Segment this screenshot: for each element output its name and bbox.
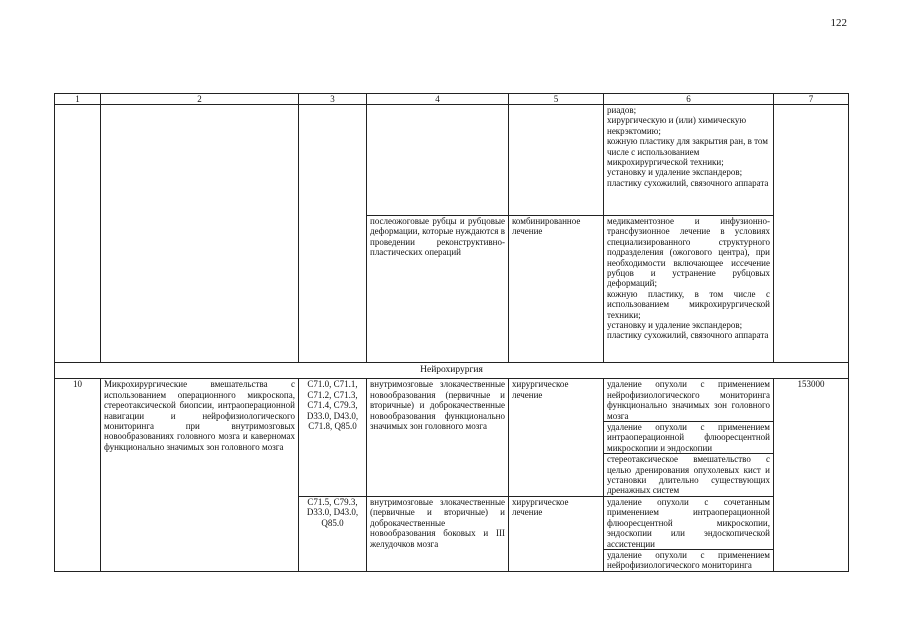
cell-num xyxy=(55,105,101,363)
cell-codes: C71.5, C79.3, D33.0, D43.0, Q85.0 xyxy=(299,496,367,571)
cell-cost: 153000 xyxy=(774,379,849,571)
col-header: 2 xyxy=(101,94,299,105)
cell-model xyxy=(367,105,509,216)
cell-methods: риадов; хирургическую и (или) химическую некрэктомию; кожную пластику для закрытия ран, в том числе с использованием микрохирургической техники; установку и удаление экспандеров; пластику сухожилий, связочного аппарата xyxy=(604,105,774,216)
cell-treatment: хирургическое лечение xyxy=(509,379,604,496)
section-row xyxy=(55,363,849,379)
cell-num: 10 xyxy=(55,379,101,571)
cell-treatment xyxy=(509,105,604,216)
section-title: Нейрохирургия xyxy=(55,363,849,379)
col-header: 4 xyxy=(367,94,509,105)
page-number: 122 xyxy=(830,17,847,29)
cell-method: удаление опухоли с применением нейрофизиологического мониторинга xyxy=(604,549,774,571)
cell-methods: медикаментозное и инфузионно-трансфузионное лечение в условиях специализированного структурного подразделения (ожогового центра), при необходимости включающее иссечение рубцов и устранение рубцовых деформаций; кожную пластику, в том числе с использованием микрохирургической техники; установку и удаление экспандеров; пластику сухожилий, связочного аппарата xyxy=(604,216,774,363)
cell-codes xyxy=(299,105,367,363)
col-header: 3 xyxy=(299,94,367,105)
col-header: 1 xyxy=(55,94,101,105)
cell-model: послеожоговые рубцы и рубцовые деформации, которые нуждаются в проведении реконструктивно-пластических операций xyxy=(367,216,509,363)
cell-name xyxy=(101,105,299,363)
cell-treatment: комбинированное лечение xyxy=(509,216,604,363)
col-header: 7 xyxy=(774,94,849,105)
cell-method: стереотаксическое вмешательство с целью дренирования опухолевых кист и установки длительно существующих дренажных систем xyxy=(604,454,774,497)
table-row-10 xyxy=(55,379,849,422)
cell-method: удаление опухоли с применением интраоперационной флюоресцентной микроскопии и эндоскопии xyxy=(604,422,774,454)
cell-model: внутримозговые злокачественные (первичные и вторичные) и доброкачественные новообразования боковых и III желудочков мозга xyxy=(367,496,509,571)
medical-care-table xyxy=(54,93,849,572)
cell-method: удаление опухоли с применением нейрофизиологического мониторинга функционально значимых зон головного мозга xyxy=(604,379,774,422)
cell-model: внутримозговые злокачественные новообразования (первичные и вторичные) и доброкачественные новообразования функционально значимых зон головного мозга xyxy=(367,379,509,496)
cell-method: удаление опухоли с сочетанным применением интраоперационной флюоресцентной микроскопии, эндоскопии или эндоскопической ассистенции xyxy=(604,496,774,549)
column-number-row xyxy=(55,94,849,105)
cell-treatment: хирургическое лечение xyxy=(509,496,604,571)
cell-codes: C71.0, C71.1, C71.2, C71.3, C71.4, C79.3, D33.0, D43.0, C71.8, Q85.0 xyxy=(299,379,367,496)
col-header: 6 xyxy=(604,94,774,105)
cell-cost xyxy=(774,105,849,363)
table-row-continued xyxy=(55,105,849,216)
cell-name: Микрохирургические вмешательства с использованием операционного микроскопа, стереотаксической биопсии, интраоперационной навигации и нейрофизиологического мониторинга при внутримозговых новообразованиях головного мозга и каверномах функционально значимых зон головного мозга xyxy=(101,379,299,571)
col-header: 5 xyxy=(509,94,604,105)
